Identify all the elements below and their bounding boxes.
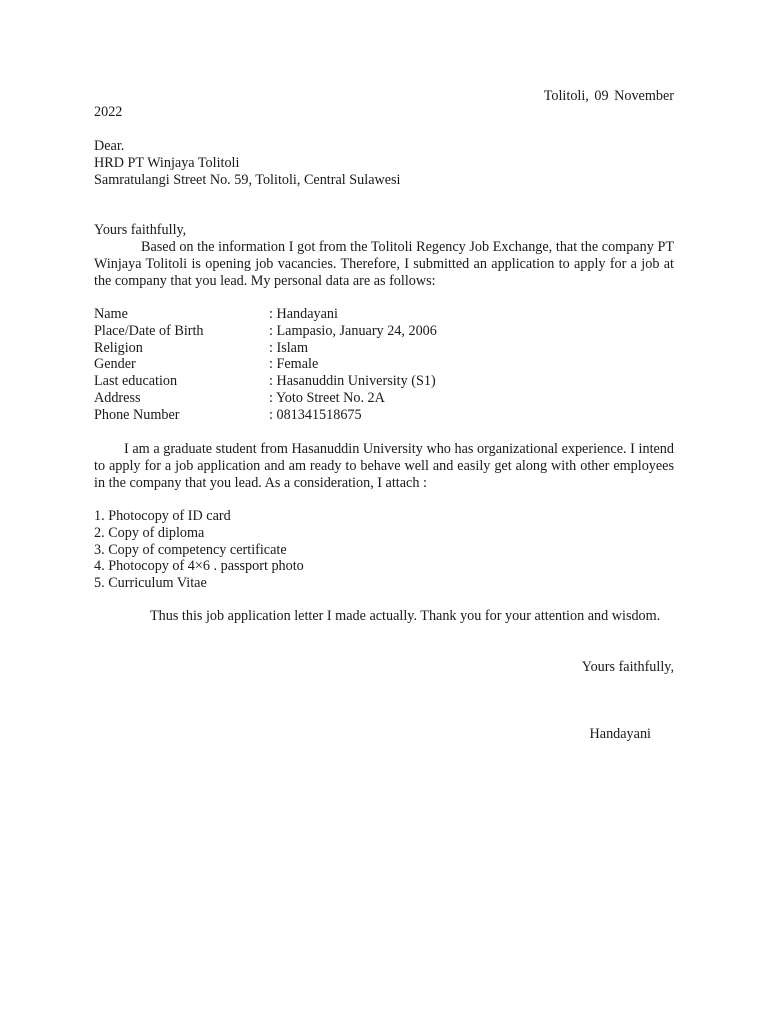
data-row [94,390,437,407]
data-row [94,407,437,424]
date-line: Tolitoli, 09 November [543,88,674,104]
data-value: : Hasanuddin University (S1) [269,373,436,390]
data-value: : 081341518675 [269,406,362,423]
data-value: : Handayani [269,306,338,322]
paragraph-closing: Thus this job application letter I made actually. Thank you for your attention and wisdom. [150,608,661,624]
data-value: : Female [269,356,319,373]
closing-greeting: Yours faithfully, [581,659,674,675]
list-item: 1. Photocopy of ID card [94,508,231,524]
data-label: Last education [94,373,178,390]
data-label: Phone Number [94,406,180,423]
data-label: Name [94,306,128,322]
data-row [94,373,437,390]
recipient-name: HRD PT Winjaya Tolitoli [94,155,240,171]
data-value: : Lampasio, January 24, 2006 [269,322,437,339]
data-row [94,356,437,373]
data-value: : Yoto Street No. 2A [269,389,385,406]
list-item: 4. Photocopy of 4×6 . passport photo [94,558,304,575]
list-item: 5. Curriculum Vitae [94,575,207,592]
personal-data-table [94,306,437,424]
data-label: Address [94,389,141,406]
list-item: 2. Copy of diploma [94,524,205,541]
salutation: Dear. [94,138,125,154]
attachment-list [94,508,304,592]
data-value: : Islam [269,339,309,356]
data-row [94,340,437,357]
data-row [94,323,437,340]
paragraph-intro: Based on the information I got from the Tolitoli Regency Job Exchange, that the company PT Winjaya Tolitoli is opening job vacancies. Therefore, I submitted an application to apply for a job at the company that you lead. My personal data are as follows: [94,239,674,289]
data-label: Gender [94,356,136,373]
signature-name: Handayani [589,726,651,742]
opening-greeting: Yours faithfully, [94,222,187,238]
data-label: Religion [94,339,143,356]
recipient-address: Samratulangi Street No. 59, Tolitoli, Central Sulawesi [94,172,401,188]
date-year: 2022 [94,104,123,120]
data-row [94,306,437,323]
list-item: 3. Copy of competency certificate [94,541,287,558]
paragraph-experience: I am a graduate student from Hasanuddin University who has organizational experience. I intend to apply for a job application and am ready to behave well and easily get along with other employees in the company that you lead. As a consideration, I attach : [94,441,674,491]
data-label: Place/Date of Birth [94,322,204,339]
